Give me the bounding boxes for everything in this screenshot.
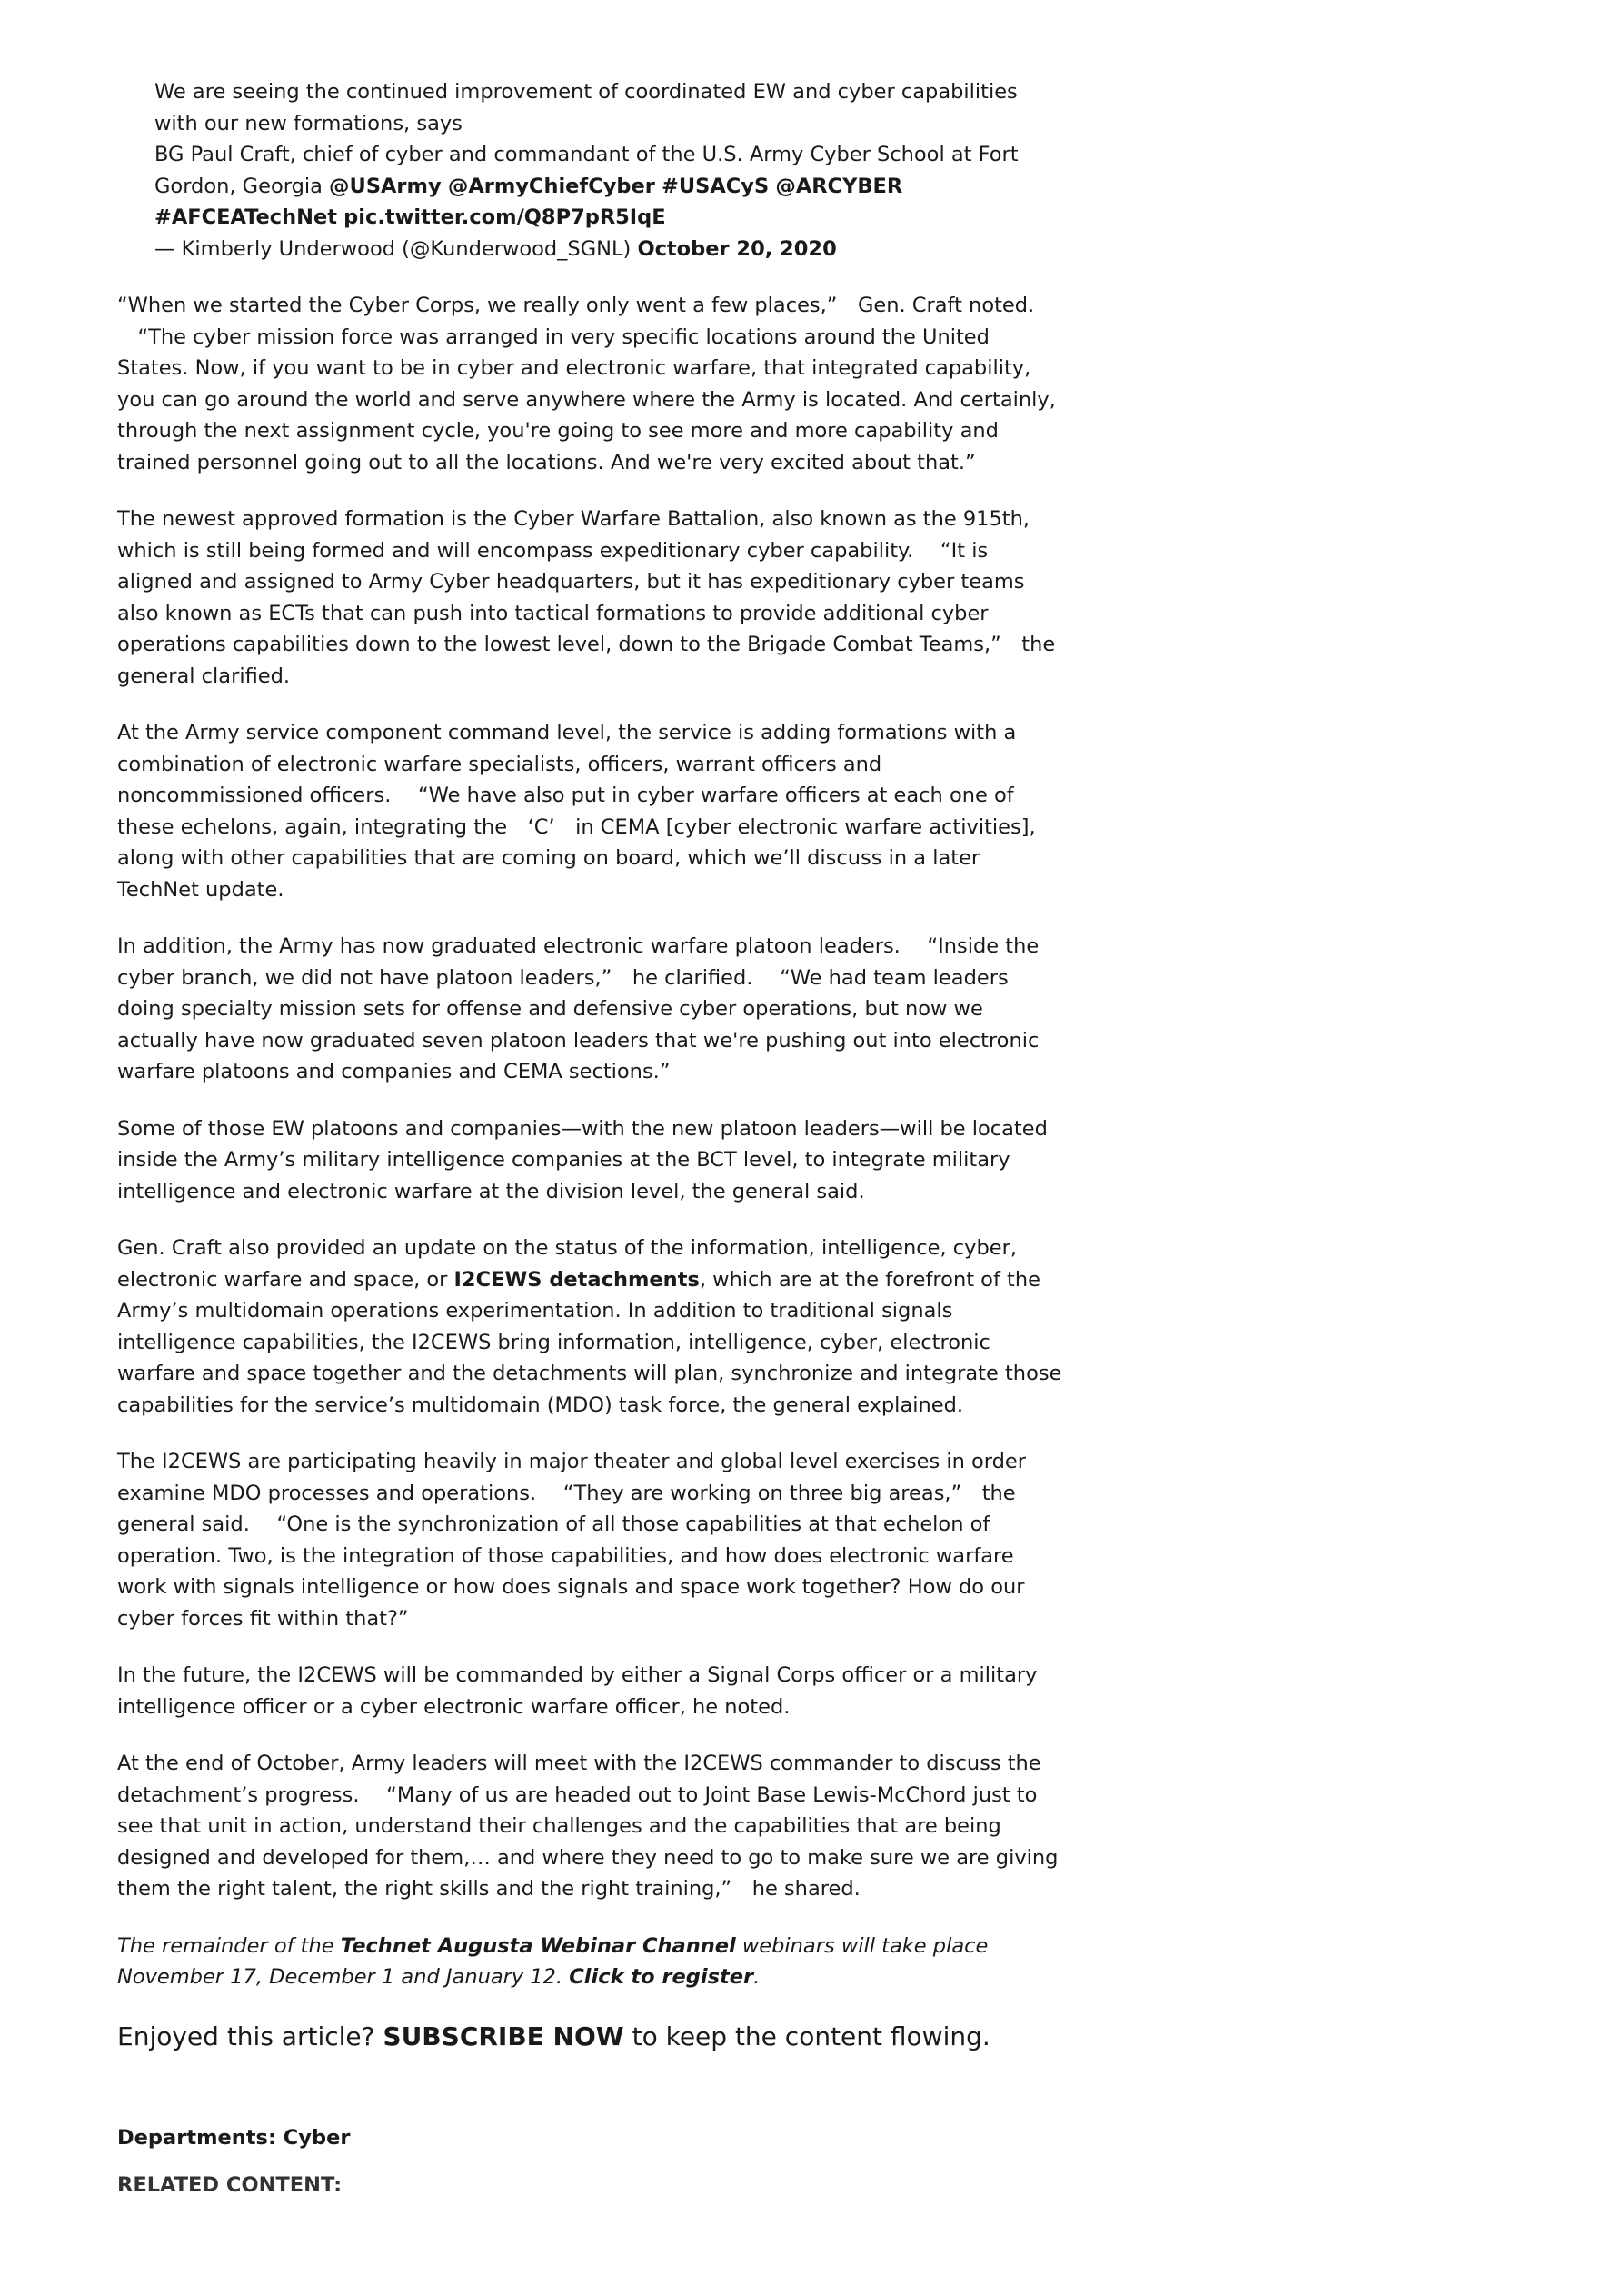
paragraph-8: In the future, the I2CEWS will be commanded by either a Signal Corps officer or a military intelligence officer or a cyber electronic warfare officer, he noted. [117, 1663, 1038, 1719]
tweet-text [154, 76, 1063, 234]
tweet-handle-armychiefcyber[interactable]: @ArmyChiefCyber [447, 174, 655, 198]
tweet-author: — Kimberly Underwood (@Kunderwood_SGNL) [154, 236, 638, 261]
tweet-date-link[interactable]: October 20, 2020 [637, 236, 837, 261]
register-link[interactable]: Click to register [569, 1965, 754, 1989]
embedded-tweet [154, 76, 1063, 265]
departments-label[interactable]: Departments: Cyber [117, 2125, 351, 2150]
webinar-text-a: The remainder of the [117, 1933, 341, 1958]
tweet-handle-usarmy[interactable]: @USArmy [329, 174, 442, 198]
webinar-text-c: . [753, 1965, 761, 1989]
paragraph-7: The I2CEWS are participating heavily in major theater and global level exercises in order examine MDO processes and operations. “They are working on three big areas,” the general said. “One is the synchronization of all those capabilities at that echelon of operation. Two, is the integration of those capabilities, and how does electronic warfare work with signals intelligence or how does signals and space work together? How do our cyber forces fit within that?” [117, 1450, 1026, 1631]
tweet-credit [154, 234, 1063, 265]
article-body [117, 290, 1062, 1993]
paragraph-2: The newest approved formation is the Cyber Warfare Battalion, also known as the 915th, which is still being formed and will encompass expeditionary cyber capability. “It is aligned and assigned to Army Cyber headquarters, but it has expeditionary cyber teams also known as ECTs that can push into tactical formations to provide additional cyber operations capabilities down to the lowest level, down to the Brigade Combat Teams,” the general clarified. [117, 507, 1056, 688]
subscribe-now-link[interactable]: SUBSCRIBE NOW [383, 2021, 624, 2051]
paragraph-4: In addition, the Army has now graduated electronic warfare platoon leaders. “Inside the cyber branch, we did not have platoon leaders,” he clarified. “We had team leaders doing specialty mission sets for offense and defensive cyber operations, but now we actually have now graduated seven platoon leaders that we're pushing out into electronic warfare platoons and companies and CEMA sections.” [117, 934, 1040, 1083]
tweet-hashtag-usacys[interactable]: #USACyS [662, 174, 770, 198]
subscribe-prompt [117, 2019, 1062, 2055]
article-content [117, 76, 1062, 2201]
paragraph-3: At the Army service component command level, the service is adding formations with a combination of electronic warfare specialists, officers, warrant officers and noncommissioned officers. “We have also put in cyber warfare officers at each one of these echelons, again, integrating the ‘C’ in CEMA [cyber electronic warfare activities], along with other capabilities that are coming on board, which we’ll discuss in a later TechNet update. [117, 721, 1036, 902]
tweet-hashtag-afceatechnet[interactable]: #AFCEATechNet [154, 205, 338, 229]
paragraph-6 [117, 1233, 1062, 1421]
subscribe-text-b: to keep the content flowing. [623, 2021, 990, 2051]
tweet-pic-link[interactable]: pic.twitter.com/Q8P7pR5IqE [343, 205, 666, 229]
webinar-text-b: webinars will take place November 17, December 1 and January 12. [117, 1933, 989, 1989]
subscribe-text-a: Enjoyed this article? [117, 2021, 383, 2051]
related-content-heading: RELATED CONTENT: [117, 2173, 343, 2197]
paragraph-1: “When we started the Cyber Corps, we really only went a few places,” Gen. Craft noted. “The cyber mission force was arranged in very specific locations around the United States. Now, if you want to be in cyber and electronic warfare, that integrated capability, you can go around the world and serve anywhere where the Army is located. And certainly, through the next assignment cycle, you're going to see more and more capability and trained personnel going out to all the locations. And we're very excited about that.” [117, 294, 1056, 474]
paragraph-9: At the end of October, Army leaders will meet with the I2CEWS commander to discuss the detachment’s progress. “Many of us are headed out to Joint Base Lewis-McChord just to see that unit in action, understand their challenges and the capabilities that are being designed and developed for them,… and where they need to go to make sure we are giving them the right talent, the right skills and the right training,” he shared. [117, 1752, 1059, 1901]
webinar-note [117, 1931, 1062, 1993]
paragraph-6-text-b: , which are at the forefront of the Army’s multidomain operations experimentation. In addition to traditional signals intelligence capabilities, the I2CEWS bring information, intelligence, cyber, electronic warfare and space together and the detachments will plan, synchronize and integrate those capabilities for the service’s multidomain (MDO) task force, the general explained. [117, 1267, 1062, 1417]
i2cews-detachments-link[interactable]: I2CEWS detachments [453, 1267, 700, 1292]
tweet-line-2: BG Paul Craft, chief of cyber and commandant of the U.S. Army Cyber School at Fort Gordon, Georgia [154, 143, 1019, 198]
tweet-handle-arcyber[interactable]: @ARCYBER [775, 174, 903, 198]
webinar-channel-link[interactable]: Technet Augusta Webinar Channel [340, 1933, 736, 1958]
tweet-line-1: We are seeing the continued improvement of coordinated EW and cyber capabilities with our new formations, says [154, 80, 1018, 135]
paragraph-5: Some of those EW platoons and companies—with the new platoon leaders—will be located inside the Army’s military intelligence companies at the BCT level, to integrate military intelligence and electronic warfare at the division level, the general said. [117, 1116, 1048, 1203]
paragraph-6-text-a: Gen. Craft also provided an update on the status of the information, intelligence, cyber, electronic warfare and space, or [117, 1236, 1017, 1292]
